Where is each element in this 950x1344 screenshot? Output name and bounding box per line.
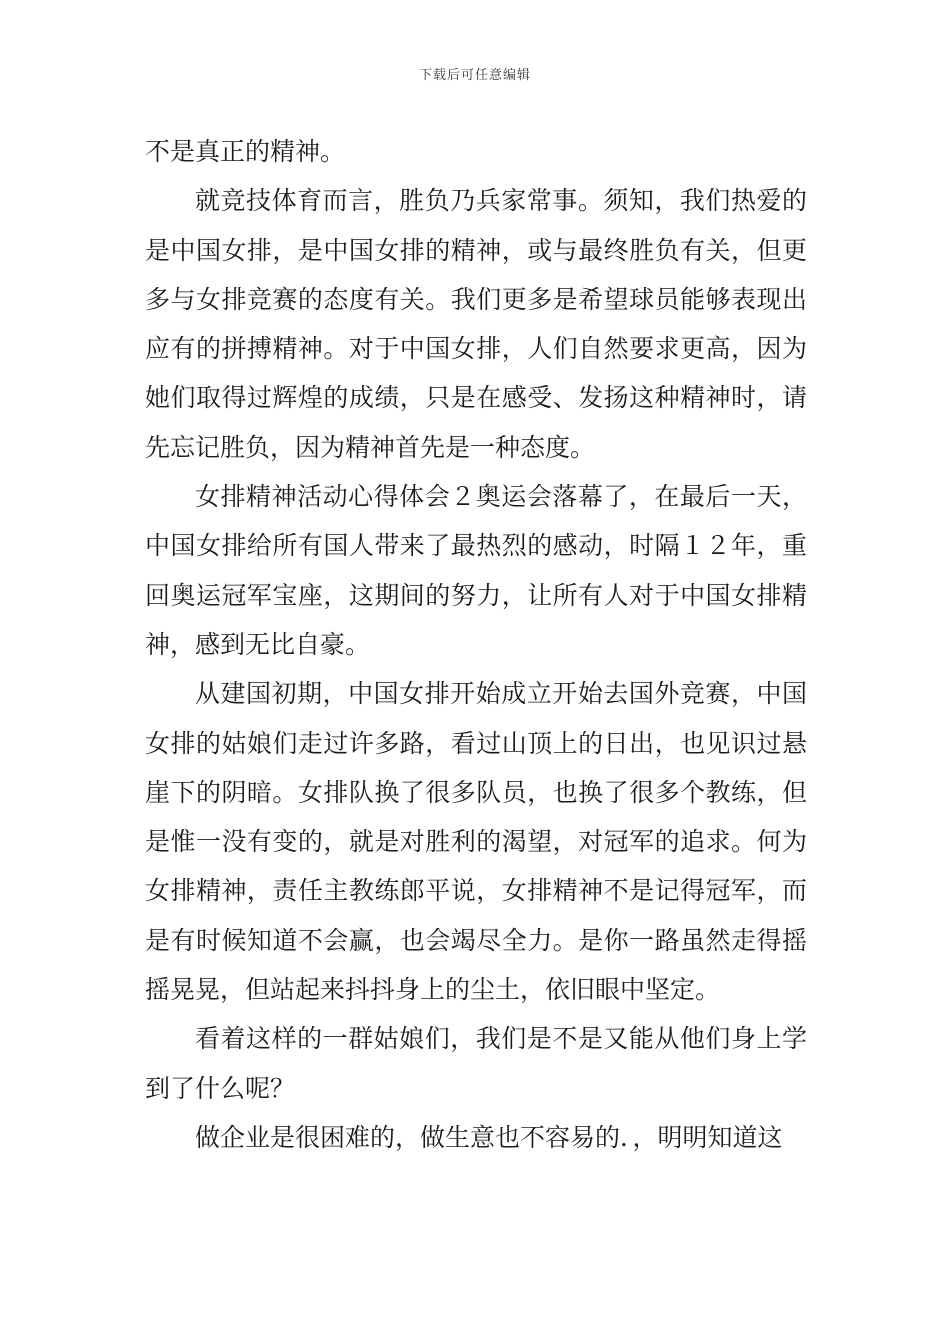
page-header: 下载后可任意编辑 [418,68,531,83]
paragraph-business: 做企业是很困难的，做生意也不容易的．，明明知道这 [195,1122,783,1152]
paragraph-team-history: 从建国初期，中国女排开始成立开始去国外竞赛，中国女排的姑娘们走过许多路，看过山顶上的日出，也见识过悬崖下的阴暗。女排队换了很多队员，也换了很多个教练，但是惟一没有变的，就是对胜利的渴望，对冠军的追求。何为女排精神，责任主教练郎平说，女排精神不是记得冠军，而是有时候知道不会赢，也会竭尽全力。是你一路虽然走得摇摇晃晃，但站起来抖抖身上的尘土，依旧眼中坚定。 [145,679,807,1005]
paragraph-continuation: 不是真正的精神。 [145,137,346,166]
paragraph-lesson-question: 看着这样的一群姑娘们，我们是不是又能从他们身上学到了什么呢？ [145,1024,807,1103]
paragraph-olympics-reflection: 女排精神活动心得体会２奥运会落幕了，在最后一天，中国女排给所有国人带来了最热烈的感动，时隔１２年，重回奥运冠军宝座，这期间的努力，让所有人对于中国女排精神，感到无比自豪。 [145,482,807,659]
document-body [145,127,807,1162]
paragraph-competitive-sports: 就竞技体育而言，胜负乃兵家常事。须知，我们热爱的是中国女排，是中国女排的精神，或与最终胜负有关，但更多与女排竞赛的态度有关。我们更多是希望球员能够表现出应有的拼搏精神。对于中国女排，人们自然要求更高，因为她们取得过辉煌的成绩，只是在感受、发扬这种精神时，请先忘记胜负，因为精神首先是一种态度。 [145,186,807,462]
